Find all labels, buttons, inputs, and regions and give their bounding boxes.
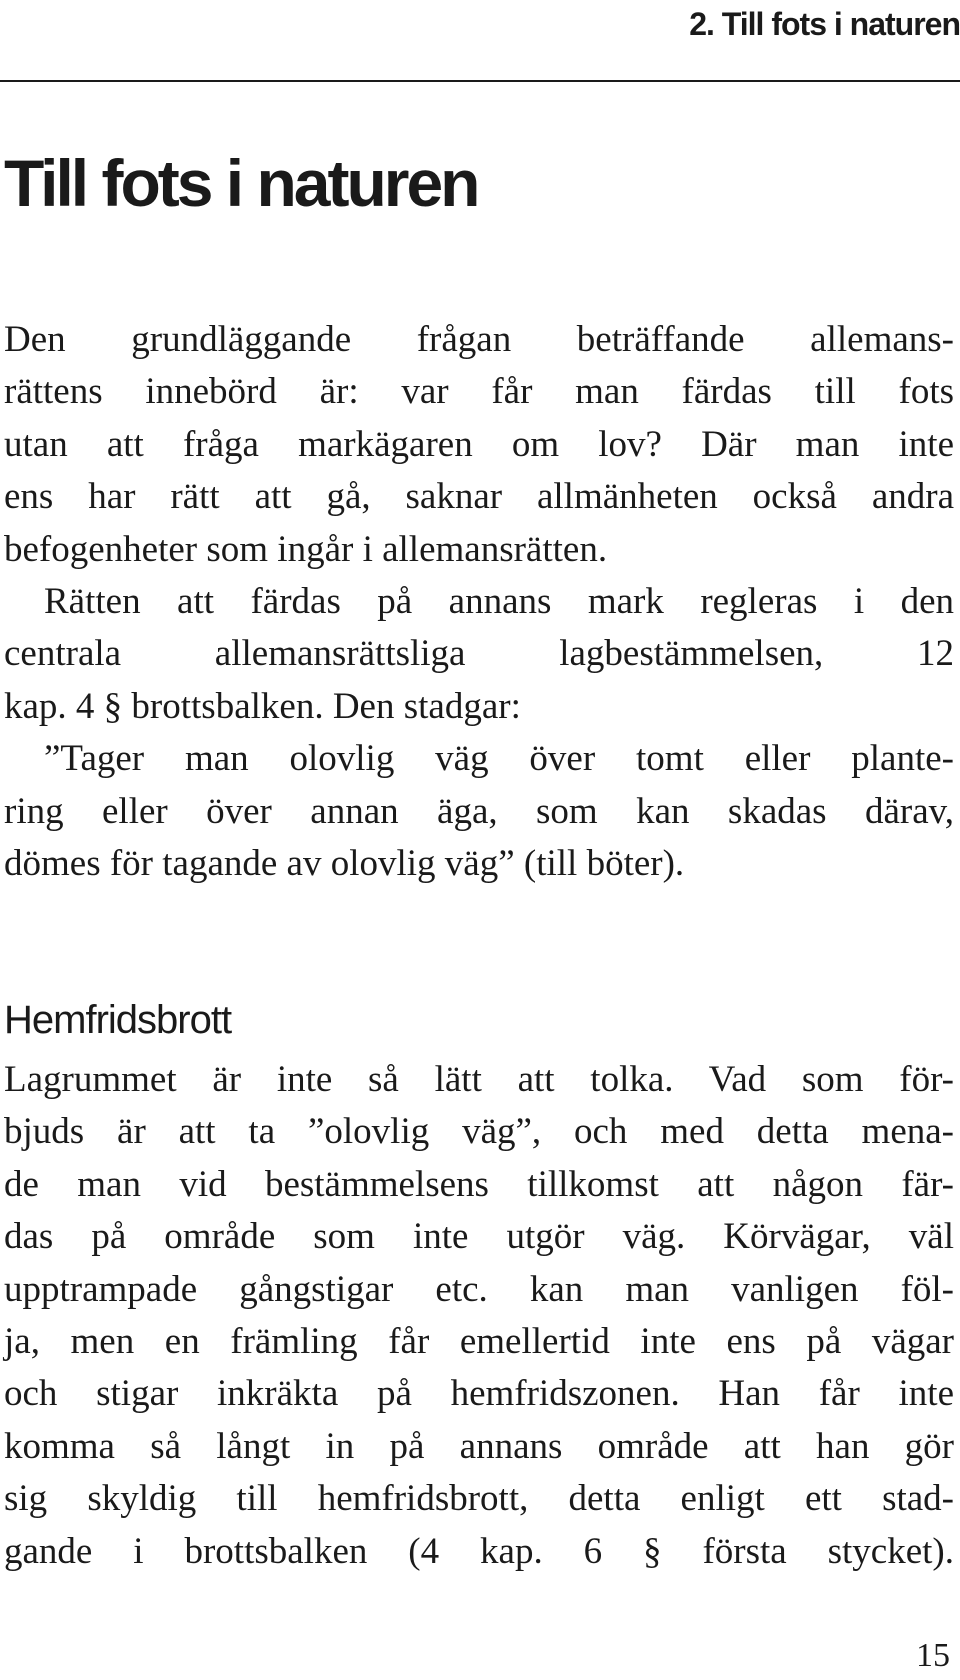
text-line: rättens innebörd är: var får man färdas till fots	[4, 371, 954, 413]
text-line: gande i brottsbalken (4 kap. 6 § första stycket).	[4, 1530, 954, 1572]
running-header: 2. Till fots i naturen	[689, 6, 960, 42]
text-line: och stigar inkräkta på hemfridszonen. Han får inte	[4, 1373, 954, 1415]
text-line: befogenheter som ingår i allemansrätten.	[4, 528, 608, 570]
chapter-title: Till fots i naturen	[4, 146, 478, 220]
text-line: ens har rätt att gå, saknar allmänheten också andra	[4, 476, 954, 518]
section-text	[4, 1054, 954, 1578]
text-line: bjuds är att ta ”olovlig väg”, och med detta mena-	[4, 1111, 954, 1153]
text-line: centrala allemansrättsliga lagbestämmelsen, 12	[4, 633, 954, 675]
text-line: ja, men en främling får emellertid inte ens på vägar	[4, 1320, 954, 1362]
text-line: Lagrummet är inte så lätt att tolka. Vad som för-	[4, 1059, 954, 1100]
text-line: upptrampade gångstigar etc. kan man vanligen föl-	[4, 1268, 954, 1310]
section-heading: Hemfridsbrott	[4, 998, 232, 1042]
text-line: das på område som inte utgör väg. Körvägar, väl	[4, 1216, 954, 1258]
quote-line: ring eller över annan äga, som kan skadas därav,	[4, 790, 954, 832]
text-line: utan att fråga markägaren om lov? Där man inte	[4, 423, 954, 465]
quote-line: ”Tager man olovlig väg över tomt eller plante-	[44, 738, 954, 780]
header-rule	[0, 80, 960, 82]
text-line: kap. 4 § brottsbalken. Den stadgar:	[4, 685, 521, 727]
text-line: Rätten att färdas på annans mark regleras i den	[44, 580, 954, 622]
intro-text	[4, 314, 954, 890]
text-line: de man vid bestämmelsens tillkomst att någon fär-	[4, 1163, 954, 1205]
page-number: 15	[916, 1637, 950, 1674]
quote-line: dömes för tagande av olovlig väg” (till böter).	[4, 842, 685, 884]
text-line: komma så långt in på annans område att han gör	[4, 1425, 954, 1467]
text-line: Den grundläggande frågan beträffande allemans-	[4, 319, 954, 360]
text-line: sig skyldig till hemfridsbrott, detta enligt ett stad-	[4, 1478, 954, 1520]
